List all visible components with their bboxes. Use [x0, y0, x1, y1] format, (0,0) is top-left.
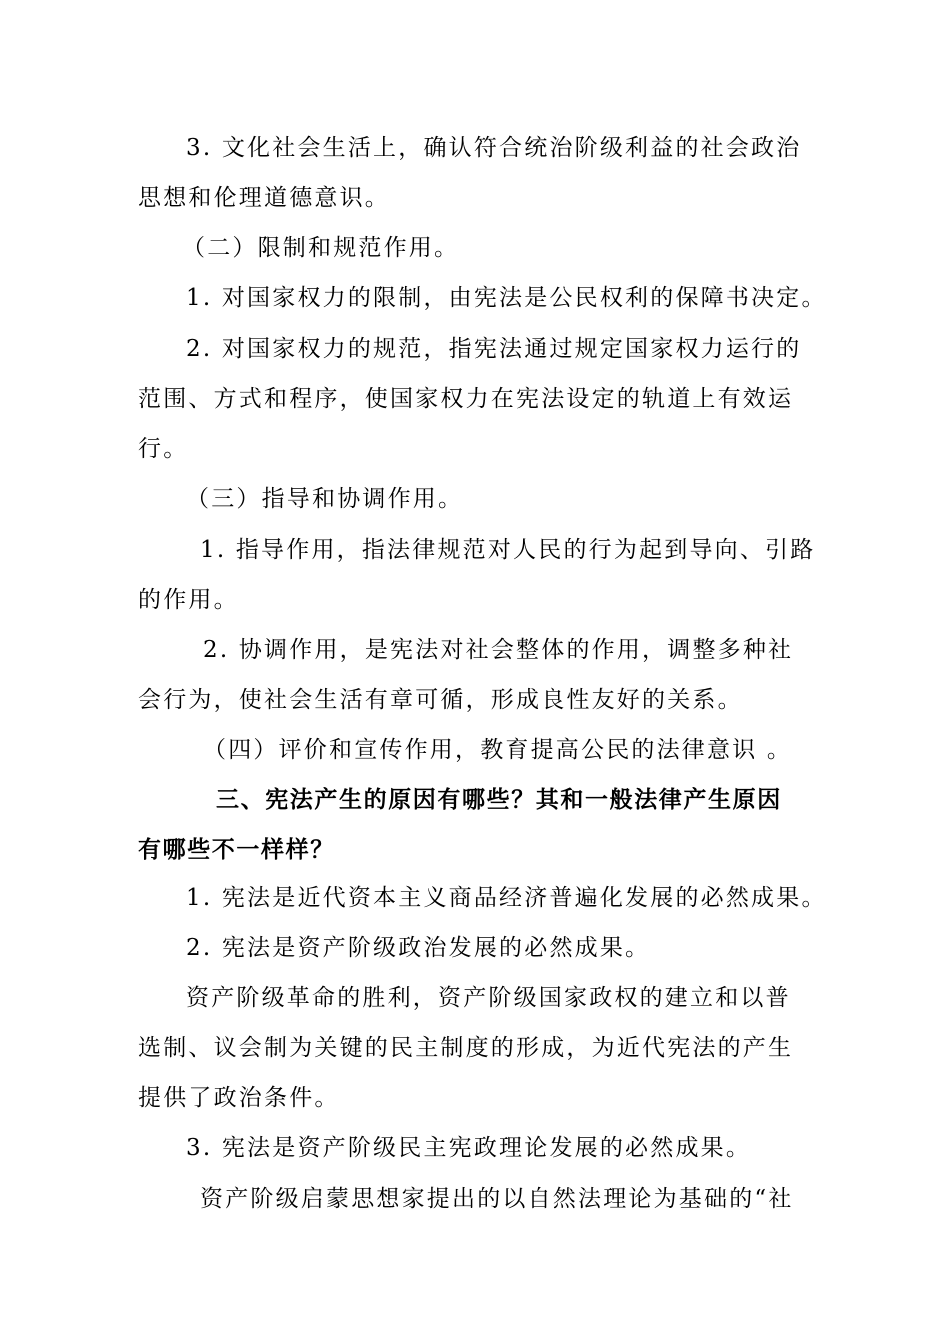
paragraph-line: 资产阶级启蒙思想家提出的以自然法理论为基础的“社: [200, 1186, 794, 1212]
section-subheading: （二）限制和规范作用。: [182, 235, 460, 261]
paragraph-line: 3. 文化社会生活上，确认符合统治阶级利益的社会政治: [186, 135, 802, 161]
paragraph-line: 1. 对国家权力的限制，由宪法是公民权利的保障书决定。: [186, 285, 827, 311]
paragraph-line: 的作用。: [138, 587, 239, 613]
paragraph-line: 会行为，使社会生活有章可循，形成良性友好的关系。: [138, 687, 743, 713]
paragraph-line: 提供了政治条件。: [138, 1085, 340, 1111]
paragraph-line: 选制、议会制为关键的民主制度的形成，为近代宪法的产生: [138, 1035, 794, 1061]
paragraph-line: 2. 对国家权力的规范，指宪法通过规定国家权力运行的: [186, 336, 802, 362]
paragraph-line: 1. 指导作用，指法律规范对人民的行为起到导向、引路: [200, 537, 816, 563]
paragraph-line: 思想和伦理道德意识。: [138, 185, 390, 211]
paragraph-line: 1. 宪法是近代资本主义商品经济普遍化发展的必然成果。: [186, 885, 827, 911]
paragraph-line: 2. 宪法是资产阶级政治发展的必然成果。: [186, 935, 651, 961]
question-heading: 三、宪法产生的原因有哪些？其和一般法律产生原因: [216, 787, 782, 813]
question-heading: 有哪些不一样样？: [138, 837, 335, 863]
paragraph-line: 2. 协调作用，是宪法对社会整体的作用，调整多种社: [203, 637, 794, 663]
paragraph-line: 行。: [138, 436, 189, 462]
section-subheading: （三）指导和协调作用。: [186, 486, 464, 512]
paragraph-line: 范围、方式和程序，使国家权力在宪法设定的轨道上有效运: [138, 386, 794, 412]
section-subheading: （四）评价和宣传作用，教育提高公民的法律意识 。: [203, 737, 793, 763]
paragraph-line: 3. 宪法是资产阶级民主宪政理论发展的必然成果。: [186, 1135, 752, 1161]
paragraph-line: 资产阶级革命的胜利，资产阶级国家政权的建立和以普: [186, 985, 791, 1011]
